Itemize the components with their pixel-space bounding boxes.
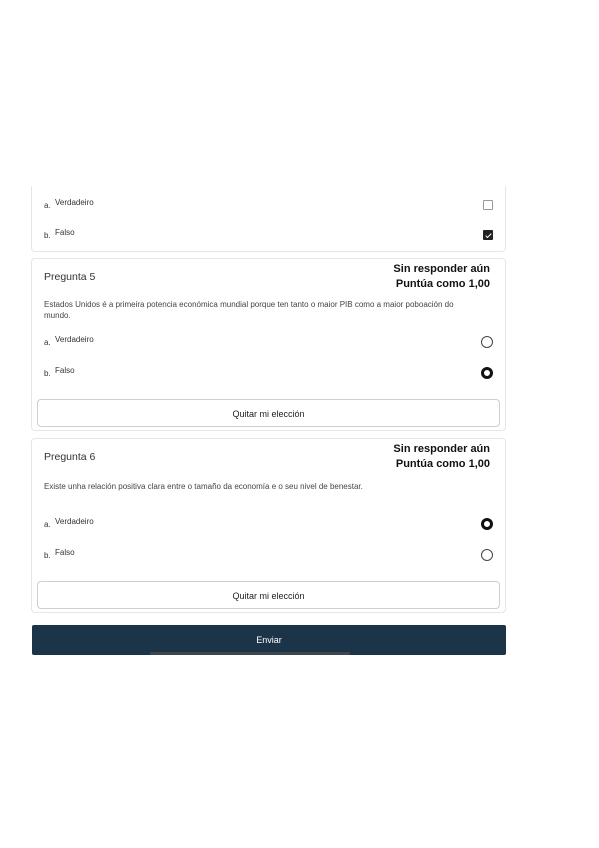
status-text: Sin responder aún	[393, 443, 490, 455]
option-label: Falso	[55, 366, 75, 375]
question-title: Pregunta 5	[44, 271, 96, 283]
question-card-previous	[31, 186, 506, 252]
clear-choice-button[interactable]: Quitar mi elección	[37, 399, 500, 427]
option-letter: a.	[44, 338, 51, 347]
radio-button-selected[interactable]	[481, 518, 493, 530]
radio-button-selected[interactable]	[481, 367, 493, 379]
checkbox-checked[interactable]	[483, 230, 493, 240]
option-label: Verdadeiro	[55, 198, 94, 207]
question-card-5	[31, 258, 506, 431]
option-label: Falso	[55, 548, 75, 557]
question-status	[393, 262, 490, 292]
option-letter: b.	[44, 551, 51, 560]
option-letter: a.	[44, 520, 51, 529]
radio-button[interactable]	[481, 549, 493, 561]
option-b[interactable]	[44, 548, 493, 564]
option-letter: b.	[44, 231, 51, 240]
checkbox[interactable]	[483, 200, 493, 210]
option-a[interactable]	[44, 198, 493, 214]
option-letter: a.	[44, 201, 51, 210]
option-a[interactable]	[44, 335, 493, 351]
option-b[interactable]	[44, 366, 493, 382]
option-label: Falso	[55, 228, 75, 237]
score-text: Puntúa como 1,00	[395, 458, 490, 470]
status-text: Sin responder aún	[393, 263, 490, 275]
score-text: Puntúa como 1,00	[395, 278, 490, 290]
question-text: Existe unha relación positiva clara entre o tamaño da economía e o seu nivel de benestar.	[44, 482, 363, 491]
question-title: Pregunta 6	[44, 451, 96, 463]
clear-choice-button[interactable]: Quitar mi elección	[37, 581, 500, 609]
submit-button[interactable]: Enviar	[32, 625, 506, 655]
question-status	[393, 442, 490, 472]
radio-button[interactable]	[481, 336, 493, 348]
question-text: Estados Unidos é a primeira potencia económica mundial porque ten tanto o maior PIB como a maior poboación do mundo.	[44, 300, 454, 320]
question-card-6	[31, 438, 506, 613]
option-letter: b.	[44, 369, 51, 378]
option-label: Verdadeiro	[55, 335, 94, 344]
option-label: Verdadeiro	[55, 517, 94, 526]
home-indicator	[150, 652, 350, 655]
option-a[interactable]	[44, 517, 493, 533]
option-b[interactable]	[44, 228, 493, 244]
